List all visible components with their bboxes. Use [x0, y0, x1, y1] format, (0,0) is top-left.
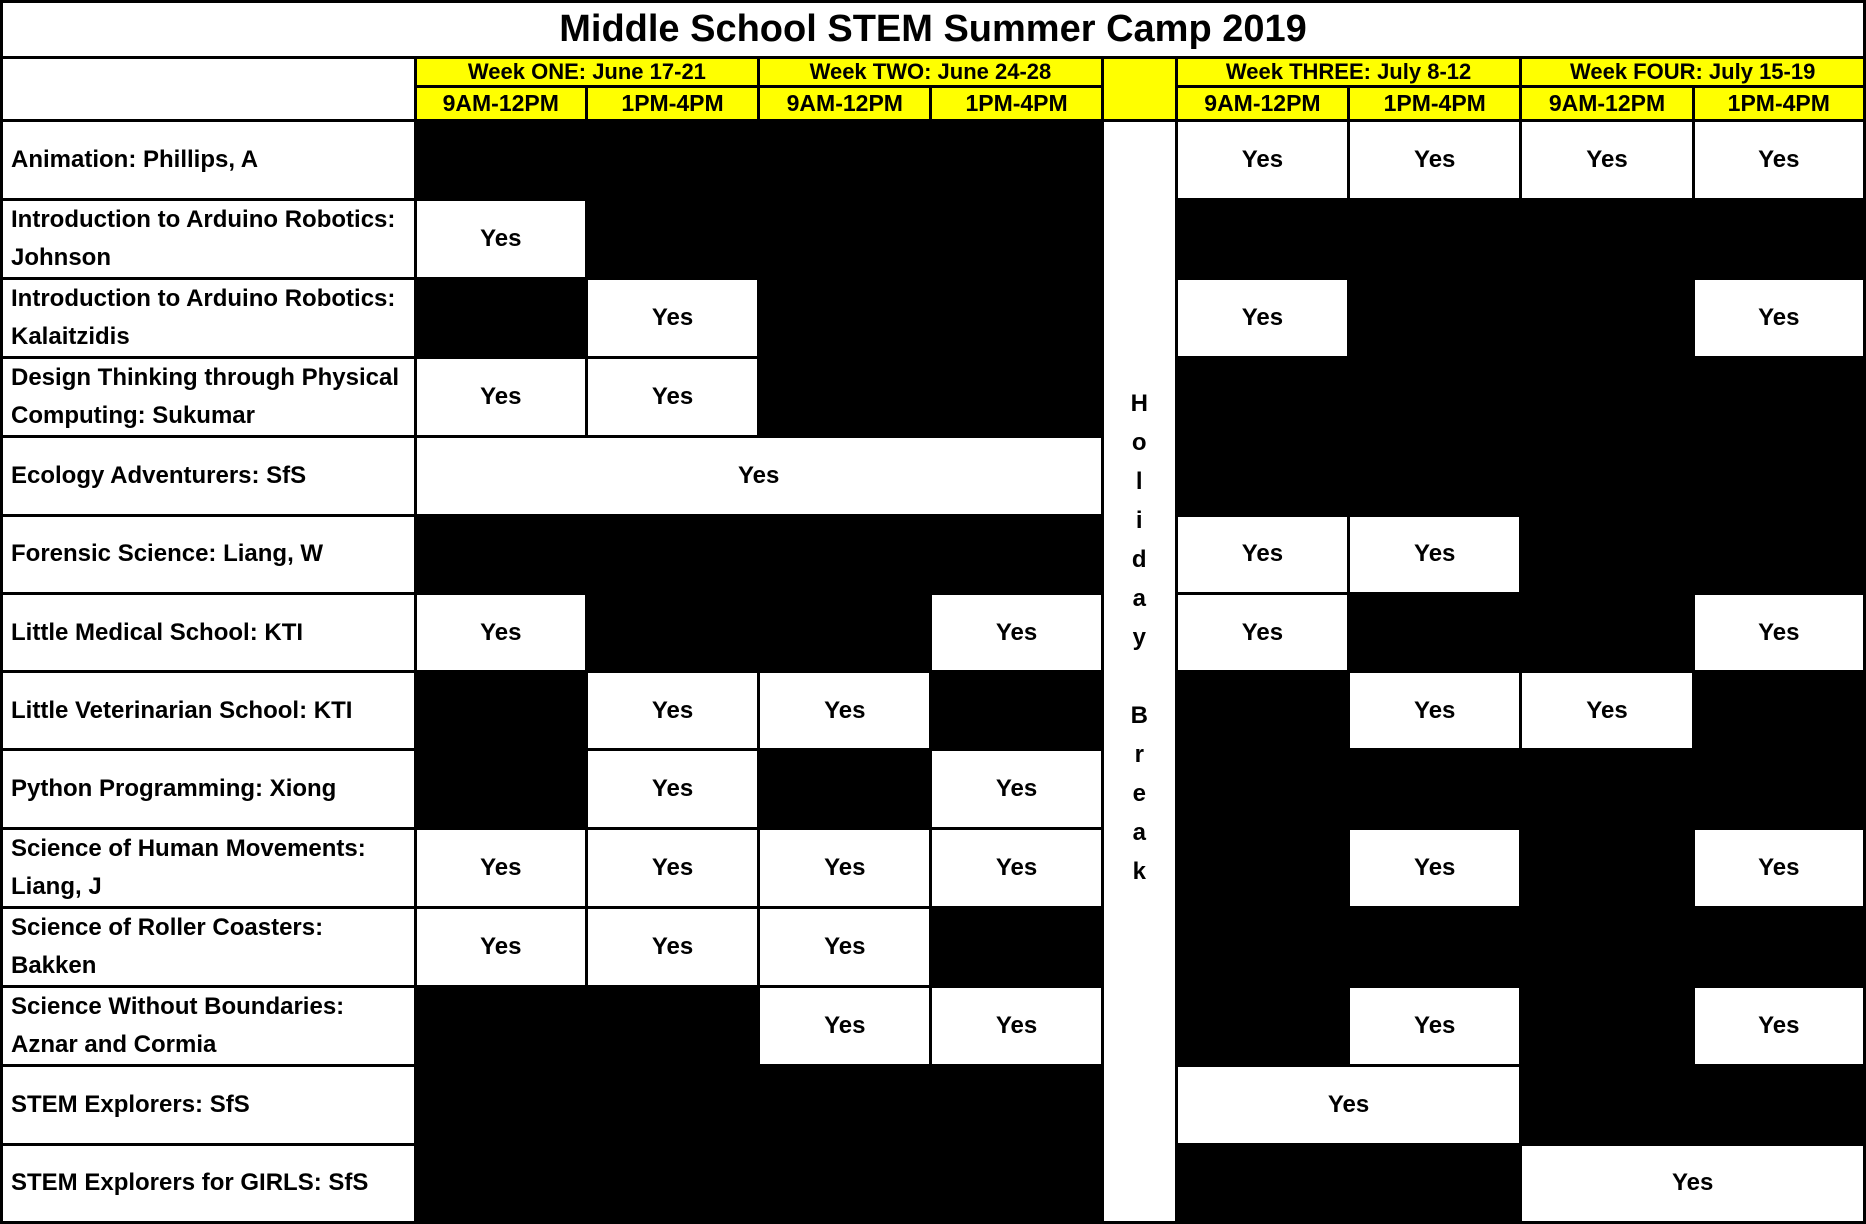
session-unavailable-cell [586, 515, 758, 593]
session-unavailable-cell [759, 1066, 931, 1144]
holiday-letter: a [1132, 819, 1146, 847]
session-yes-cell: Yes [759, 987, 931, 1066]
session-yes-cell: Yes [1693, 987, 1864, 1066]
session-unavailable-cell [1176, 828, 1348, 907]
course-header-blank [2, 58, 416, 121]
session-yes-cell: Yes [1521, 672, 1693, 750]
session-yes-cell: Yes [1176, 515, 1348, 593]
holiday-letter: e [1132, 780, 1146, 808]
session-yes-cell: Yes [759, 672, 931, 750]
session-yes-cell: Yes [586, 750, 758, 828]
session-unavailable-cell [1521, 828, 1693, 907]
course-name: Introduction to Arduino Robotics: Kalaitzidis [2, 278, 416, 357]
session-yes-cell: Yes [415, 907, 586, 986]
session-unavailable-cell [1521, 515, 1693, 593]
holiday-letter: H [1130, 390, 1148, 418]
session-yes-cell: Yes [1176, 278, 1348, 357]
title-row [2, 2, 1865, 58]
session-yes-cell: Yes [759, 907, 931, 986]
session-unavailable-cell [1349, 437, 1521, 515]
session-unavailable-cell [1176, 1144, 1348, 1222]
time-slot-header: 1PM-4PM [1349, 87, 1521, 121]
session-yes-cell: Yes [586, 828, 758, 907]
time-slot-header: 9AM-12PM [415, 87, 586, 121]
session-unavailable-cell [931, 515, 1102, 593]
session-unavailable-cell [1176, 199, 1348, 278]
session-unavailable-cell [1693, 358, 1864, 437]
session-unavailable-cell [1349, 907, 1521, 986]
session-yes-cell: Yes [415, 199, 586, 278]
course-name: Design Thinking through Physical Computing: Sukumar [2, 358, 416, 437]
week-one-header: Week ONE: June 17-21 [415, 58, 759, 87]
session-unavailable-cell [1693, 1066, 1864, 1144]
session-unavailable-cell [415, 121, 586, 199]
holiday-letter: l [1135, 468, 1143, 496]
session-unavailable-cell [1693, 907, 1864, 986]
session-yes-cell: Yes [415, 593, 586, 671]
course-name: Science Without Boundaries: Aznar and Cormia [2, 987, 416, 1066]
course-name: Science of Roller Coasters: Bakken [2, 907, 416, 986]
session-unavailable-cell [1349, 358, 1521, 437]
session-unavailable-cell [1521, 750, 1693, 828]
week-three-header: Week THREE: July 8-12 [1176, 58, 1521, 87]
session-unavailable-cell [759, 358, 931, 437]
session-yes-cell: Yes [586, 358, 758, 437]
holiday-letter: k [1132, 858, 1146, 886]
course-name: Ecology Adventurers: SfS [2, 437, 416, 515]
session-yes-cell: Yes [1349, 987, 1521, 1066]
course-name: Python Programming: Xiong [2, 750, 416, 828]
course-row [2, 987, 1865, 1066]
holiday-letter: i [1135, 507, 1143, 535]
course-row [2, 437, 1865, 515]
session-yes-cell: Yes [1693, 593, 1864, 671]
session-unavailable-cell [1521, 358, 1693, 437]
session-unavailable-cell [1176, 907, 1348, 986]
session-unavailable-cell [759, 121, 931, 199]
holiday-letter: y [1132, 624, 1146, 652]
session-unavailable-cell [1349, 199, 1521, 278]
session-unavailable-cell [931, 199, 1102, 278]
holiday-break-column [1102, 121, 1176, 1223]
session-yes-cell: Yes [415, 358, 586, 437]
session-unavailable-cell [1176, 750, 1348, 828]
holiday-letter: a [1132, 585, 1146, 613]
session-unavailable-cell [415, 750, 586, 828]
session-unavailable-cell [931, 1066, 1102, 1144]
session-unavailable-cell [586, 121, 758, 199]
course-row [2, 672, 1865, 750]
session-unavailable-cell [931, 121, 1102, 199]
session-yes-cell: Yes [931, 750, 1102, 828]
session-yes-cell: Yes [1349, 515, 1521, 593]
course-row [2, 828, 1865, 907]
session-unavailable-cell [931, 907, 1102, 986]
time-slot-header: 1PM-4PM [1693, 87, 1864, 121]
time-slot-header: 1PM-4PM [586, 87, 758, 121]
session-unavailable-cell [1176, 672, 1348, 750]
session-unavailable-cell [415, 672, 586, 750]
time-slot-header: 9AM-12PM [1176, 87, 1348, 121]
session-unavailable-cell [1176, 437, 1348, 515]
session-unavailable-cell [586, 987, 758, 1066]
session-unavailable-cell [1521, 199, 1693, 278]
session-yes-cell: Yes [1349, 672, 1521, 750]
course-name: Forensic Science: Liang, W [2, 515, 416, 593]
session-yes-cell: Yes [931, 987, 1102, 1066]
session-yes-cell: Yes [1176, 1066, 1521, 1144]
session-unavailable-cell [1349, 750, 1521, 828]
session-unavailable-cell [586, 1066, 758, 1144]
holiday-break-label [1131, 384, 1148, 891]
time-slot-header: 9AM-12PM [1521, 87, 1693, 121]
session-unavailable-cell [1693, 199, 1864, 278]
session-yes-cell: Yes [1521, 121, 1693, 199]
session-unavailable-cell [759, 593, 931, 671]
course-row [2, 515, 1865, 593]
session-unavailable-cell [931, 278, 1102, 357]
session-unavailable-cell [931, 1144, 1102, 1222]
session-unavailable-cell [1176, 987, 1348, 1066]
holiday-letter: d [1131, 546, 1147, 574]
session-unavailable-cell [759, 199, 931, 278]
course-row [2, 121, 1865, 199]
session-unavailable-cell [931, 672, 1102, 750]
session-yes-cell: Yes [1176, 121, 1348, 199]
session-yes-cell: Yes [586, 278, 758, 357]
course-row [2, 278, 1865, 357]
session-unavailable-cell [415, 1066, 586, 1144]
holiday-letter: o [1131, 429, 1147, 457]
time-slot-header: 9AM-12PM [759, 87, 931, 121]
session-unavailable-cell [759, 1144, 931, 1222]
session-unavailable-cell [1349, 1144, 1521, 1222]
session-unavailable-cell [1521, 278, 1693, 357]
course-row [2, 358, 1865, 437]
session-unavailable-cell [1521, 987, 1693, 1066]
session-unavailable-cell [1349, 278, 1521, 357]
week-two-header: Week TWO: June 24-28 [759, 58, 1103, 87]
session-unavailable-cell [1521, 907, 1693, 986]
session-yes-cell: Yes [759, 828, 931, 907]
session-yes-cell: Yes [586, 907, 758, 986]
session-unavailable-cell [1521, 1066, 1693, 1144]
session-yes-cell: Yes [415, 828, 586, 907]
session-unavailable-cell [1693, 750, 1864, 828]
session-unavailable-cell [759, 515, 931, 593]
session-yes-cell: Yes [586, 672, 758, 750]
course-name: Animation: Phillips, A [2, 121, 416, 199]
session-unavailable-cell [415, 987, 586, 1066]
session-unavailable-cell [759, 750, 931, 828]
session-yes-cell: Yes [1349, 828, 1521, 907]
course-row [2, 1066, 1865, 1144]
session-unavailable-cell [586, 1144, 758, 1222]
holiday-header-gap [1102, 58, 1176, 121]
session-unavailable-cell [1521, 437, 1693, 515]
course-name: Introduction to Arduino Robotics: Johnson [2, 199, 416, 278]
session-yes-cell: Yes [1349, 121, 1521, 199]
page-title: Middle School STEM Summer Camp 2019 [2, 2, 1865, 58]
course-name: Little Veterinarian School: KTI [2, 672, 416, 750]
session-unavailable-cell [586, 199, 758, 278]
course-row [2, 593, 1865, 671]
session-unavailable-cell [415, 515, 586, 593]
session-unavailable-cell [931, 358, 1102, 437]
course-row [2, 1144, 1865, 1222]
session-unavailable-cell [1176, 358, 1348, 437]
session-yes-cell: Yes [1693, 828, 1864, 907]
course-name: STEM Explorers for GIRLS: SfS [2, 1144, 416, 1222]
session-yes-cell: Yes [1521, 1144, 1865, 1222]
holiday-letter: B [1130, 702, 1148, 730]
session-unavailable-cell [1521, 593, 1693, 671]
session-unavailable-cell [586, 593, 758, 671]
session-unavailable-cell [415, 1144, 586, 1222]
course-row [2, 199, 1865, 278]
session-unavailable-cell [1349, 593, 1521, 671]
session-unavailable-cell [415, 278, 586, 357]
session-yes-cell: Yes [415, 437, 1102, 515]
time-slot-header: 1PM-4PM [931, 87, 1102, 121]
course-row [2, 907, 1865, 986]
session-yes-cell: Yes [1693, 121, 1864, 199]
week-four-header: Week FOUR: July 15-19 [1521, 58, 1865, 87]
course-name: STEM Explorers: SfS [2, 1066, 416, 1144]
session-unavailable-cell [1693, 672, 1864, 750]
holiday-letter: r [1134, 741, 1144, 769]
course-name: Little Medical School: KTI [2, 593, 416, 671]
session-unavailable-cell [1693, 437, 1864, 515]
course-row [2, 750, 1865, 828]
session-yes-cell: Yes [1176, 593, 1348, 671]
week-header-row [2, 58, 1865, 87]
session-unavailable-cell [1693, 515, 1864, 593]
session-unavailable-cell [759, 278, 931, 357]
session-yes-cell: Yes [1693, 278, 1864, 357]
session-yes-cell: Yes [931, 828, 1102, 907]
course-name: Science of Human Movements: Liang, J [2, 828, 416, 907]
session-yes-cell: Yes [931, 593, 1102, 671]
